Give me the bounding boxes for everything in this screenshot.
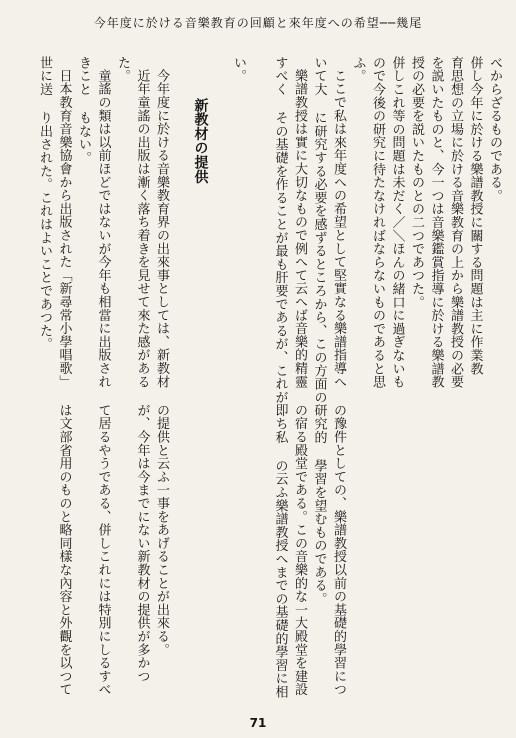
line-4: を説いたものと、今一つは音樂鑑賞指導に於ける樂譜教 — [428, 56, 444, 389]
column-gap — [210, 56, 229, 704]
line-8: ふ。 — [350, 56, 366, 83]
right-text-column — [270, 56, 504, 704]
closing-fragment: い。 — [231, 56, 246, 83]
left-text-column — [34, 56, 248, 704]
paragraph-foundation-study: ここで私は來年度への希望として堅實なる樂譜指導へ の豫件としての、樂譜教授以前の基礎的學習について大 に研究する必要を感ずるところから、この方面の研究的 學習を望むものである。 — [311, 56, 346, 697]
line-7: ので今後の研究に待たなければならないものであると思 — [370, 56, 385, 389]
line-1: べからざるものである。 — [487, 56, 502, 203]
heading-gap — [171, 56, 190, 704]
paragraph-songbooks: 童謠の類は以前ほどではないが今年も相當に出版され て居るやうである、併しこれには特別にしるすべきこと もない。 — [76, 56, 111, 697]
paragraph-association: 日本教育音樂協會から出版された「新尋常小學唱歌」 は文部省用のものと略同樣な內容と外觀を以つて世に送 り出された。これはよいことであつた。 — [37, 56, 72, 697]
page-number: 71 — [249, 716, 267, 730]
line-2: 併し今年に於ける樂譜教授に關する問題は主に作業教 — [467, 56, 483, 376]
paragraph-bunkyo-sha — [34, 56, 35, 704]
section-heading: 新教材の提供 — [192, 98, 209, 184]
line-6: 併しこれ等の問題は未だく／＼ほんの緒口に過ぎないも — [389, 56, 405, 389]
paragraph-new-materials: 今年度に於ける音樂教育界の出來事としては、新教材 の提供と云ふ一事をあげることが出來る。 — [154, 69, 169, 657]
line-3: 育思想の立場に於ける音樂教育の上から樂譜教授の必要 — [448, 56, 463, 389]
paragraph-music-temple: 樂譜教授は實に大切なもので例へて云へば音樂的精靈 の宿る殿堂である。この音樂的な一大殿堂を建設すべく その基礎を作ることが最も肝要であるが、これが即ち私 の云ふ樂譜教授へまでの基礎的學習に相 — [272, 56, 307, 699]
paragraph-children-songs: 近年童謠の出版は漸く落ち着きを見せて來た感がある が、今年は今までにない新教材の提供が多かつた。 — [115, 56, 150, 683]
running-header: 今年度に於ける音樂教育の回顧と來年度への希望──幾尾 — [93, 16, 423, 30]
line-5: 授の必要を説いたものとの二つであつた。 — [409, 56, 424, 309]
